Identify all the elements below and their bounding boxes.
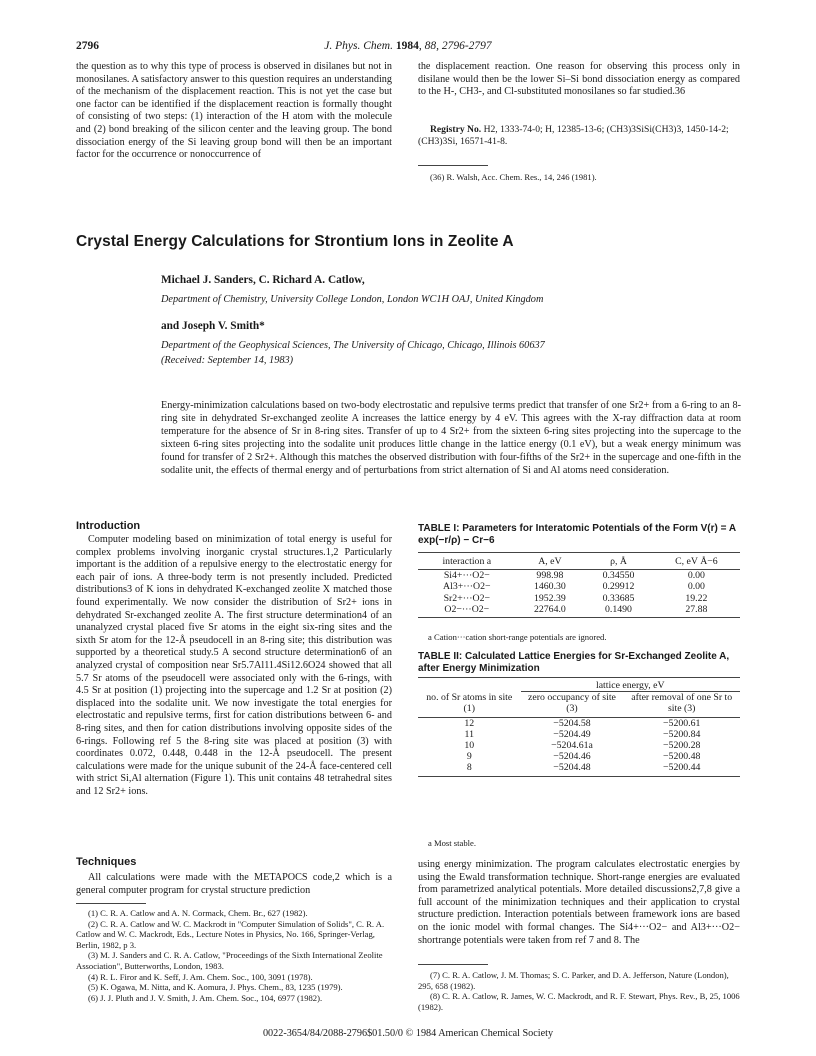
section-heading-techniques: Techniques [76,856,137,868]
footnote-rule-left [76,903,146,904]
page-number: 2796 [76,40,99,52]
table1-title: TABLE I: Parameters for Interatomic Potentials of the Form V(r) = A exp(−r/ρ) − Cr−6 [418,523,736,546]
table-row: Si4+···O2− 998.98 0.34550 0.00 [443,570,705,582]
running-header: J. Phys. Chem. 1984, 88, 2796-2797 [324,40,492,52]
techniques-text: All calculations were made with the METAPOCS code,2 which is a general computer program for crystal structure prediction [76,872,392,896]
reference-item: (6) J. J. Pluth and J. V. Smith, J. Am. Chem. Soc., 104, 6977 (1982). [88,992,323,1003]
reference-item: (2) C. R. A. Catlow and W. C. Mackrodt in "Computer Simulation of Solids", C. R. A. Catlow and W. C. Mackrodt, Eds., Lecture Notes in Physics, No. 166, Springer-Verlag, Berlin, 1982, p 3. [76,918,385,950]
table1-footnote: a Cation···cation short-range potentials are ignored. [428,632,607,642]
table-row: 10 −5204.61a −5200.28 [464,740,701,752]
table-row: 11 −5204.49 −5200.84 [464,728,701,740]
table2-col-removal: after removal of one Sr to site (3) [631,692,733,715]
table-row: 8 −5204.48 −5200.44 [466,762,701,774]
prev-ref-36: (36) R. Walsh, Acc. Chem. Res., 14, 246 (1981). [430,172,597,182]
copyright-footer: 0022-3654/84/2088-2796$01.50/0 © 1984 American Chemical Society [262,1028,554,1039]
table-row: O2−···O2− 22764.0 0.1490 27.88 [444,603,708,615]
table2 [418,680,740,777]
table1-col-c: C, eV Å−6 [675,556,718,567]
journal-name: J. Phys. Chem. [324,40,393,52]
reference-item: (1) C. R. A. Catlow and A. N. Cormack, Chem. Br., 627 (1982). [88,908,308,918]
table2-title: TABLE II: Calculated Lattice Energies for Sr-Exchanged Zeolite A, after Energy Minimization [418,651,730,674]
registry-numbers: Registry No. H2, 1333-74-0; H, 12385-13-6; (CH3)3SiSi(CH3)3, 1450-14-2; (CH3)3Si, 16571-41-8. [418,124,729,147]
table1-col-interaction: interaction a [442,556,492,567]
right-column-text: using energy minimization. The program calculates electrostatic energies by using the Ewald transformation technique. Short-range energies are evaluated from parametrized analytical potentials. More detailed discussions2,7,8 give a full account of the minimization techniques and their application to crystal structure prediction. Interaction potentials between framework ions are based on the ionic model with formal changes. The Si4+···O2− and Al3+···O2− shortrange potentials were taken from ref 7 and 8. The [418,859,740,946]
table-row: 12 −5204.58 −5200.61 [464,717,701,729]
table2-col-sr: no. of Sr atoms in site (1) [426,692,513,715]
table1-header-row [418,556,740,567]
reference-item: (4) R. L. Firor and K. Seff, J. Am. Chem. Soc., 100, 3091 (1978). [88,971,313,982]
footnote-rule-right [418,964,488,965]
section-heading-introduction: Introduction [76,520,141,532]
authors-primary: Michael J. Sanders, C. Richard A. Catlow, [161,274,365,286]
table-row: Al3+···O2− 1460.30 0.29912 0.00 [443,581,705,593]
table2-footnote: a Most stable. [428,838,476,848]
abstract: Energy-minimization calculations based on two-body electrostatic and repulsive terms predict that transfer of one Sr2+ from a 6-ring to an 8-ring site in dehydrated Sr-exchanged zeolite A increases the lattice energy by 4 eV. This agrees with the X-ray diffraction data at room temperature for the absence of Sr in 8-ring sites. Transfer of up to 4 Sr2+ from the sixteen 6-ring sites projecting into the supercage to the sixteen 6-ring sites projecting into the sodalite unit produces little change in the lattice energy (0.1 eV), but a weak energy minimum was found for transfer of 2 Sr2+. Although this matches the observed distribution with four-fifths of the Sr2+ in the supercage and one-fifth in the sodalite unit, the effects of thermal energy and of perturbations from strict alternation of Si and Al atoms need consideration. [161,400,741,477]
table2-header-row [418,692,740,715]
prev-article-left-text: the question as to why this type of process is observed in disilanes but not in monosilanes. A satisfactory answer to this question requires an understanding of the mechanism of the displacement reaction. This is not yet the case but one factor can be identified if the displacement reaction is formally thought of consisting of two steps: (1) interaction of the H atom with the molecule and (2) bond breaking of the silicon center and the leaving group. The bond dissociation energy of the Si leaving group bond will then be an important factor for the occurrence or nonoccurrence of [76,61,392,161]
references-right [418,970,740,1012]
table-row: 9 −5204.46 −5200.48 [466,751,701,763]
received-date: (Received: September 14, 1983) [161,355,294,366]
journal-volume: 88 [424,40,437,52]
table1-col-rho: ρ, Å [610,556,627,567]
prev-article-right-text: the displacement reaction. One reason for observing this process only in disilane would then be the lower Si–Si bond dissociation energy as compared to the H-, CH3-, and Cl-substituted monosilanes so far studied.36 [418,61,740,98]
references-left [76,908,392,1003]
table1-top-rule [418,552,740,553]
reference-item: (3) M. J. Sanders and C. R. A. Catlow, "Proceedings of the Sixth International Zeolite Association", Butterworths, London, 1983. [76,950,383,971]
table-row: Sr2+···O2− 1952.39 0.33685 19.22 [443,592,708,604]
article-title: Crystal Energy Calculations for Strontium Ions in Zeolite A [76,233,514,250]
table1 [418,556,740,618]
introduction-text: Computer modeling based on minimization of total energy is useful for complex problems involving inorganic crystal structures.1,2 Particularly important is the addition of a repulsive energy to the electrostatic energy for each pair of ions. A three-body term is not presently included. Predicted distributions3 of K ions in dehydrated K-exchanged zeolite X matched those found experimentally. We now consider the distribution of Sr2+ ions in dehydrated Sr-exchanged zeolite A. The first structure determination4 of an unanalyzed crystal placed five Sr atoms in the eight six-ring sites and the sixth Sr atom for the 12-Å pseudocell in an 8-ring site; this distribution was supported by a theoretical study.5 A second structure determination6 of an analyzed crystal of composition near Sr5.7Al11.4Si12.6O24 showed that all 5.7 Sr atoms of the pseudocell were associated only with the 6-rings, with 4.5 Sr at position (1) projecting into the supercage and 1.2 Sr at position (2) displaced into the sodalite unit. We now investigate the total energies for electrostatic and repulsive terms, first for cation distributions between 6- and 8-ring sites, and then for cation distributions involving opposite sides of the 6-rings. Following ref 5 the 8-ring site was placed at position (3) with coordinates 0.072, 0.448, 0.448 in the 12-Å pseudocell. The present calculations were made for the unique subunit of the 24-Å face-centered cell with strict Si,Al alternation (Figure 1). This unit contains 48 tetrahedral sites and 12 Sr2+ ions. [76,534,392,797]
table1-col-a: A, eV [538,556,562,567]
table2-col-zero: zero occupancy of site (3) [528,692,616,715]
authors-secondary: and Joseph V. Smith* [161,320,265,332]
reference-item: (8) C. R. A. Catlow, R. James, W. C. Mackrodt, and R. F. Stewart, Phys. Rev., B, 25, 1006 (1982). [418,991,740,1012]
reference-item: (7) C. R. A. Catlow, J. M. Thomas; S. C. Parker, and D. A. Jefferson, Nature (London), 295, 658 (1982). [418,970,729,991]
reference-item: (5) K. Ogawa, M. Nitta, and K. Aomura, J. Phys. Chem., 83, 1235 (1979). [88,982,343,993]
table2-group-header: lattice energy, eV [521,680,740,692]
footnote-rule [418,165,488,166]
journal-pages: 2796-2797 [441,40,492,52]
table2-top-rule [418,677,740,678]
affiliation-ucl: Department of Chemistry, University College London, London WC1H OAJ, United Kingdom [161,294,544,305]
affiliation-chicago: Department of the Geophysical Sciences, The University of Chicago, Chicago, Illinois 60637 [161,340,545,351]
journal-year: 1984 [395,40,419,52]
